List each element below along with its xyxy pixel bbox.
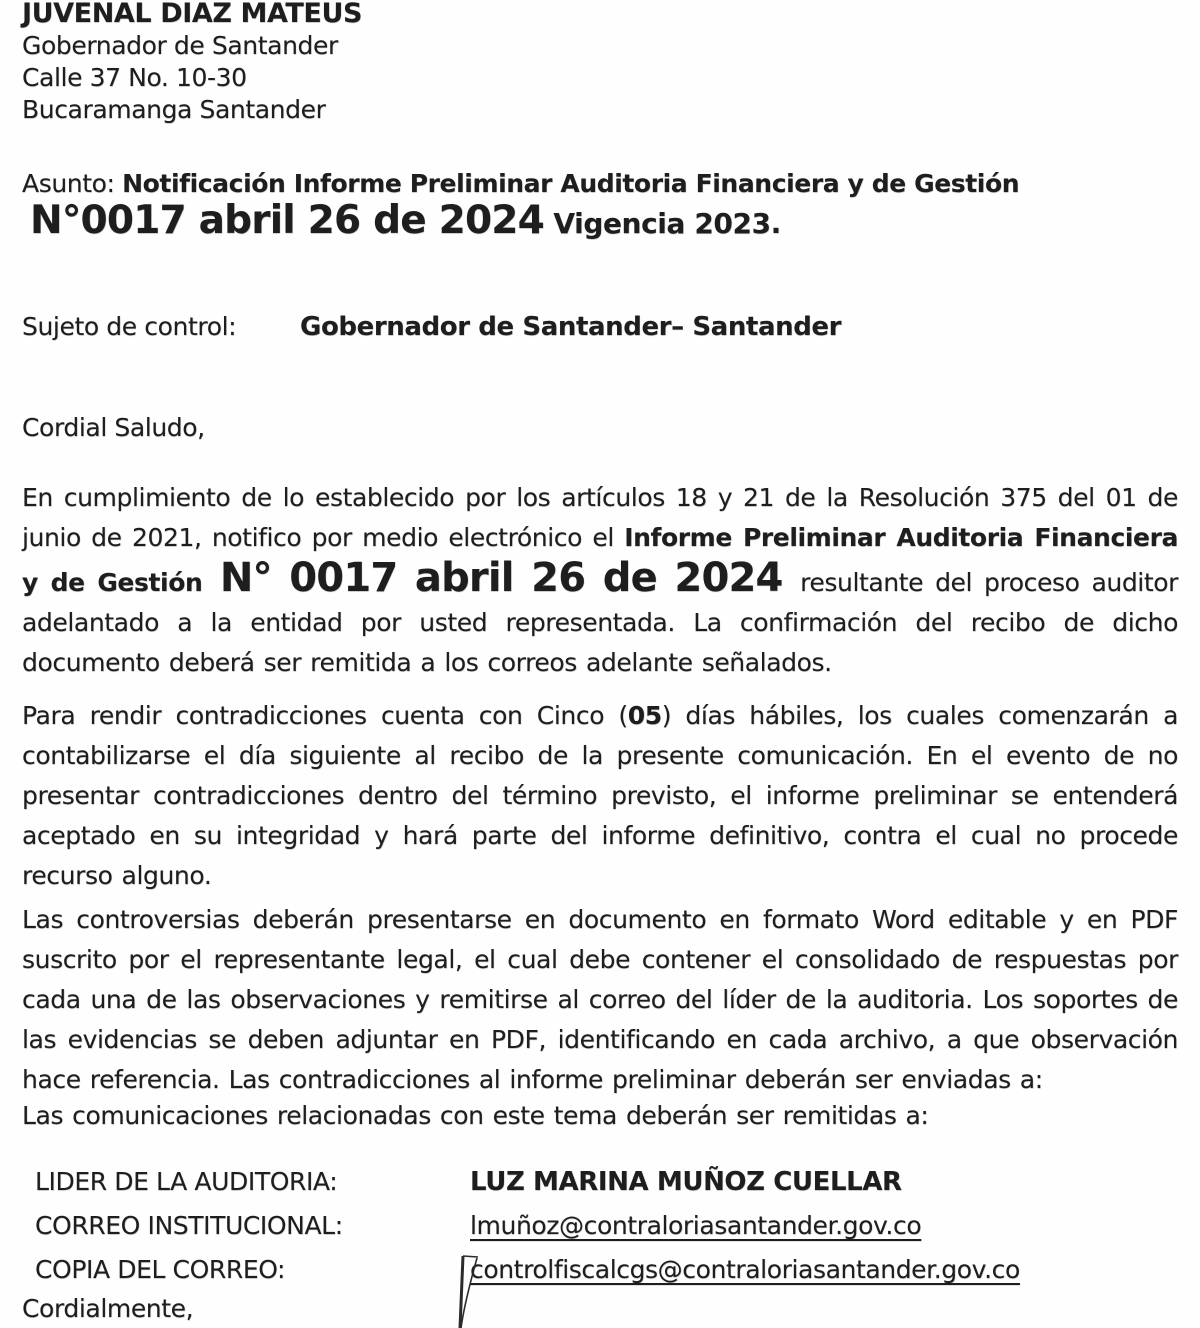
recipient-title: Gobernador de Santander (22, 31, 338, 60)
audit-leader-name: LUZ MARINA MUÑOZ CUELLAR (470, 1167, 902, 1197)
subject-title: Notificación Informe Preliminar Auditoria Financiera y de Gestión (122, 169, 1020, 198)
paragraph-notification (22, 478, 1178, 683)
control-subject-row (22, 312, 1178, 342)
days-count-bold: 05 (627, 701, 662, 730)
institutional-email-link[interactable]: lmuñoz@contraloriasantander.gov.co (470, 1211, 922, 1240)
subject-report-number: N°0017 abril 26 de 2024 (30, 198, 544, 243)
recipient-address-city: Bucaramanga Santander (22, 95, 326, 124)
contact-label-copy-email: COPIA DEL CORREO: (35, 1255, 286, 1284)
contact-row-leader (22, 1160, 1178, 1204)
recipient-block (22, 0, 1178, 126)
paragraph-contradictions (22, 696, 1178, 896)
report-number-bold: N° 0017 abril 26 de 2024 (202, 555, 801, 601)
subject-block (22, 168, 1178, 241)
paragraph-controversies: Las controversias deberán presentarse en documento en formato Word editable y en PDF suscrito por el representante legal, el cual debe contener el consolidado de respuestas por cada una de las observaciones y remitirse al correo del líder de la auditoria. Los soportes de las evidencias se deben adjuntar en PDF, identificando en cada archivo, a que observación hace referencia. Las contradicciones al informe preliminar deberán ser enviadas a: (22, 905, 1178, 1094)
pen-stroke-mark (450, 1254, 486, 1328)
recipient-address-street: Calle 37 No. 10-30 (22, 63, 247, 92)
paragraph-contradictions-text-2: ) días hábiles, los cuales comenzarán a contabilizarse el día siguiente al recibo de la presente comunicación. En el evento de no presentar contradicciones dentro del término previsto, el informe preliminar se entenderá aceptado en su integridad y hará parte del informe definitivo, contra el cual no procede recurso alguno. (22, 701, 1178, 890)
control-subject-label: Sujeto de control: (22, 312, 237, 341)
contact-row-copy-email (22, 1248, 1178, 1292)
greeting: Cordial Saludo, (22, 413, 205, 442)
subject-validity: Vigencia 2023. (544, 207, 781, 240)
contact-row-institutional-email (22, 1204, 1178, 1248)
contact-label-institutional-email: CORREO INSTITUCIONAL: (35, 1211, 343, 1240)
paragraph-notification-text: En cumplimiento de lo establecido por los artículos 18 y 21 de la Resolución 375 del 01 de junio de 2021, notifico por medio electrónico el (22, 483, 1178, 552)
recipient-name: JUVENAL DIAZ MATEUS (22, 0, 363, 29)
subject-line (22, 168, 1178, 200)
paragraph-notification-text-2: resultante del proceso auditor adelantado a la entidad por usted representada. La confirmación del recibo de dicho documento deberá ser remitida a los correos adelante señalados. (22, 568, 1179, 677)
subject-number-line (22, 198, 1178, 243)
subject-label: Asunto: (22, 169, 123, 198)
copy-email-link[interactable]: controlfiscalcgs@contraloriasantander.gov.co (470, 1255, 1020, 1284)
contacts-block (22, 1160, 1178, 1292)
paragraph-communications: Las comunicaciones relacionadas con este tema deberán ser remitidas a: (22, 1101, 929, 1130)
control-subject-value: Gobernador de Santander– Santander (300, 312, 842, 342)
contact-label-leader: LIDER DE LA AUDITORIA: (35, 1167, 338, 1196)
closing-salutation: Cordialmente, (22, 1294, 194, 1323)
paragraph-contradictions-text: Para rendir contradicciones cuenta con Cinco ( (22, 701, 628, 730)
report-title-bold: Informe Preliminar Auditoria Financiera y de Gestión (22, 523, 1178, 597)
